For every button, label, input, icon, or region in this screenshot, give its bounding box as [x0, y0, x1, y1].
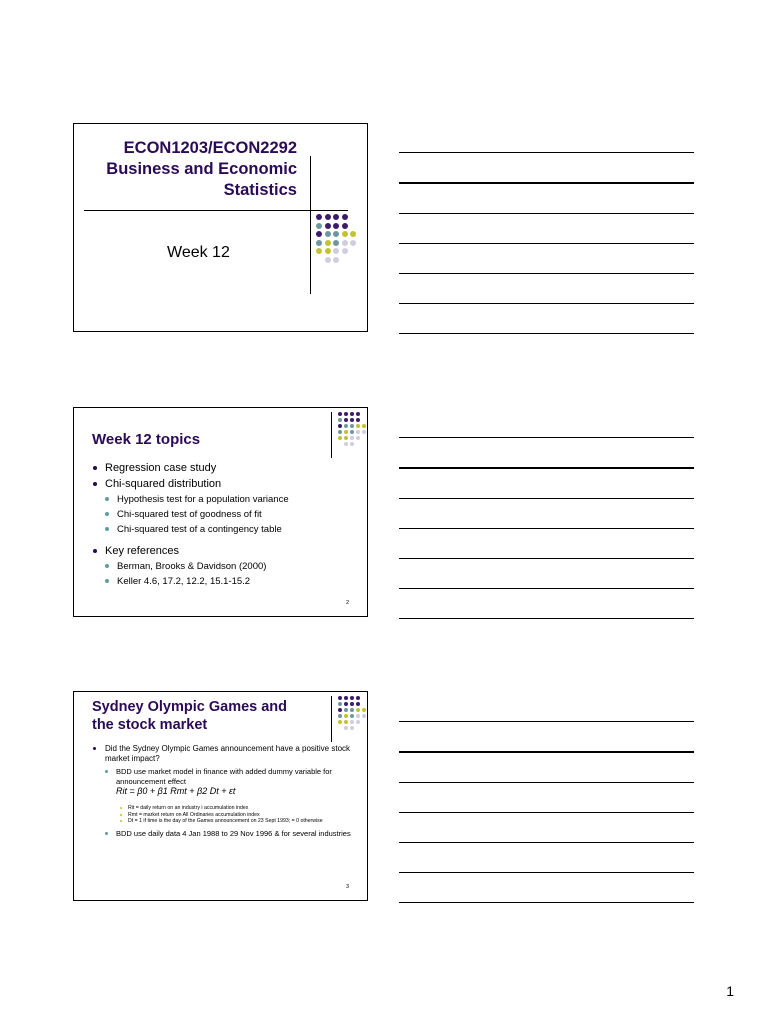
decorative-dot	[325, 223, 331, 229]
decorative-dot	[356, 708, 360, 712]
decorative-dot	[344, 430, 348, 434]
decorative-dot	[333, 240, 339, 246]
list-item: Did the Sydney Olympic Games announcement have a positive stock market impact?	[92, 744, 354, 764]
notes-line	[399, 303, 694, 304]
notes-line	[399, 182, 694, 184]
decorative-dot	[344, 418, 348, 422]
list-item: Berman, Brooks & Davidson (2000)	[92, 559, 357, 574]
decorative-dot	[316, 223, 322, 229]
notes-line	[399, 273, 694, 274]
notes-line	[399, 437, 694, 438]
decorative-dot	[338, 436, 342, 440]
notes-line	[399, 498, 694, 499]
course-name-line1: Business and Economic	[106, 160, 297, 178]
decorative-dot	[338, 412, 342, 416]
list-item: Dt = 1 if time is the day of the Games announcement on 23 Sept 1993; = 0 otherwise	[92, 818, 354, 825]
decorative-dot	[350, 240, 356, 246]
decorative-dot	[316, 240, 322, 246]
decorative-dot	[325, 257, 331, 263]
decorative-dot	[344, 720, 348, 724]
course-name-line2: Statistics	[223, 181, 297, 199]
notes-line	[399, 751, 694, 753]
decorative-dot	[344, 442, 348, 446]
slide-2-vertical-divider	[331, 412, 332, 458]
slide-3-title-line1: Sydney Olympic Games and	[92, 699, 288, 715]
decorative-dot	[350, 430, 354, 434]
content-list	[92, 744, 354, 838]
decorative-dot	[344, 412, 348, 416]
decorative-dot	[356, 720, 360, 724]
decorative-dot	[356, 430, 360, 434]
slide-3-vertical-divider	[331, 696, 332, 742]
decorative-dot	[344, 702, 348, 706]
decorative-dot	[362, 430, 366, 434]
slide-2	[73, 407, 368, 617]
decorative-dot	[342, 248, 348, 254]
list-item: Rit = daily return on an industry i accumulation index	[92, 805, 354, 812]
decorative-dot	[350, 442, 354, 446]
decorative-dot	[344, 696, 348, 700]
decorative-dot	[356, 702, 360, 706]
decorative-dot	[338, 708, 342, 712]
list-item: Keller 4.6, 17.2, 12.2, 15.1-15.2	[92, 574, 357, 589]
decorative-dot	[338, 418, 342, 422]
notes-line	[399, 721, 694, 722]
decorative-dot	[350, 714, 354, 718]
notes-line	[399, 902, 694, 903]
decorative-dot	[325, 240, 331, 246]
decorative-dot	[344, 708, 348, 712]
decorative-dot	[356, 412, 360, 416]
decorative-dot	[356, 696, 360, 700]
decorative-dot	[333, 231, 339, 237]
decorative-dot	[338, 720, 342, 724]
notes-line	[399, 618, 694, 619]
list-item: Regression case study	[92, 460, 357, 476]
decorative-dot	[356, 424, 360, 428]
decorative-dot	[344, 424, 348, 428]
notes-line	[399, 467, 694, 469]
decorative-dot	[362, 424, 366, 428]
notes-line	[399, 152, 694, 153]
notes-line	[399, 812, 694, 813]
decorative-dot	[344, 436, 348, 440]
decorative-dot	[342, 214, 348, 220]
page-number: 1	[726, 983, 734, 999]
decorative-dot	[338, 696, 342, 700]
decorative-dot	[325, 231, 331, 237]
decorative-dot	[342, 240, 348, 246]
notes-lines-1	[399, 152, 694, 363]
notes-line	[399, 213, 694, 214]
decorative-dot	[333, 257, 339, 263]
topics-list	[92, 460, 357, 589]
list-item	[92, 767, 354, 797]
decorative-dot	[350, 424, 354, 428]
decorative-dot	[350, 696, 354, 700]
course-code: ECON1203/ECON2292	[123, 139, 297, 157]
slide-1	[73, 123, 368, 332]
decorative-dot	[350, 702, 354, 706]
slide-3-title-line2: the stock market	[92, 717, 208, 733]
decorative-dot	[325, 248, 331, 254]
notes-lines-2	[399, 437, 694, 648]
decorative-dot	[338, 424, 342, 428]
slide-1-title	[106, 138, 297, 201]
list-item: Chi-squared test of a contingency table	[92, 522, 357, 537]
notes-line	[399, 558, 694, 559]
decorative-dot	[356, 418, 360, 422]
week-label: Week 12	[167, 244, 230, 261]
decorative-dot	[316, 231, 322, 237]
list-item: Chi-squared distribution	[92, 476, 357, 492]
regression-formula: Rit = β0 + β1 Rmt + β2 Dt + εt	[116, 786, 236, 796]
notes-line	[399, 333, 694, 334]
slide-3-title	[92, 698, 287, 734]
decorative-dot	[316, 248, 322, 254]
decorative-dot	[344, 726, 348, 730]
title-vertical-divider	[310, 156, 311, 294]
decorative-dot	[350, 412, 354, 416]
list-item: Hypothesis test for a population variance	[92, 492, 357, 507]
title-divider	[84, 210, 348, 211]
decorative-dot	[356, 436, 360, 440]
decorative-dot	[362, 714, 366, 718]
decorative-dot	[316, 214, 322, 220]
list-item: Rmt = market return on All Ordinaries accumulation index	[92, 812, 354, 819]
slide-2-title: Week 12 topics	[92, 431, 201, 448]
decorative-dot	[333, 214, 339, 220]
decorative-dot	[344, 714, 348, 718]
list-item: Key references	[92, 543, 357, 559]
decorative-dot	[350, 231, 356, 237]
decorative-dot	[338, 702, 342, 706]
notes-line	[399, 528, 694, 529]
decorative-dot	[342, 231, 348, 237]
notes-line	[399, 872, 694, 873]
decorative-dot	[333, 223, 339, 229]
list-item: Chi-squared test of goodness of fit	[92, 507, 357, 522]
decorative-dot	[362, 708, 366, 712]
decorative-dot	[350, 720, 354, 724]
list-item-text: BDD use market model in finance with added dummy variable for announcement effect	[116, 767, 332, 786]
decorative-dot	[342, 223, 348, 229]
decorative-dot	[356, 714, 360, 718]
slide-number: 3	[345, 884, 349, 890]
notes-line	[399, 782, 694, 783]
notes-line	[399, 842, 694, 843]
decorative-dot	[350, 436, 354, 440]
slide-number: 2	[345, 600, 349, 606]
list-item: BDD use daily data 4 Jan 1988 to 29 Nov 1996 & for several industries	[92, 829, 354, 839]
notes-lines-3	[399, 721, 694, 932]
decorative-dot	[338, 714, 342, 718]
decorative-dot	[338, 430, 342, 434]
decorative-dot	[333, 248, 339, 254]
decorative-dot	[325, 214, 331, 220]
decorative-dot	[350, 418, 354, 422]
notes-line	[399, 588, 694, 589]
decorative-dot	[350, 726, 354, 730]
slide-3	[73, 691, 368, 901]
decorative-dot	[350, 708, 354, 712]
notes-line	[399, 243, 694, 244]
